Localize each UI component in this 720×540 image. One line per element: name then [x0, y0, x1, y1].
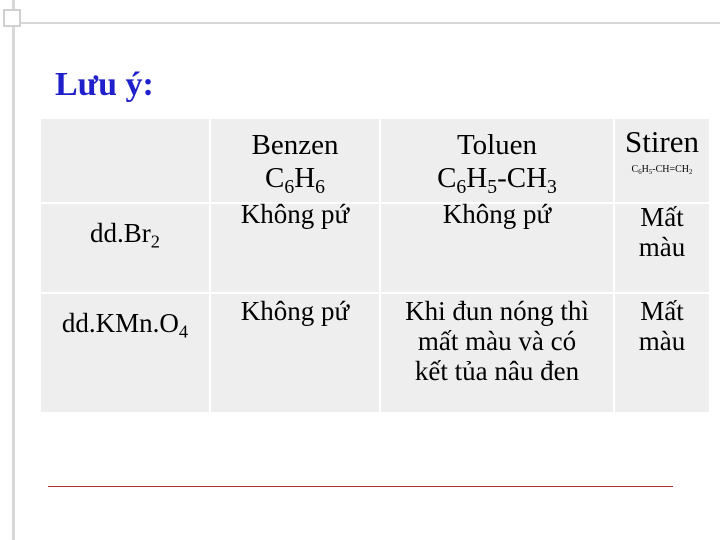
slide-frame-top-border — [12, 22, 720, 24]
header-toluen-name: Toluen — [456, 129, 538, 161]
header-empty-cell — [41, 119, 211, 204]
slide-frame-left-border — [12, 0, 15, 540]
header-benzen — [211, 119, 381, 204]
table-row-br2 — [41, 204, 709, 294]
bottom-divider-line — [48, 486, 673, 487]
row-label-kmno4: $dd.KMn.O_4$ — [41, 294, 211, 414]
table-row-kmno4 — [41, 294, 709, 414]
row-label-br2: $dd.Br_2$ — [41, 204, 211, 294]
header-benzen-name: Benzen — [251, 129, 339, 161]
slide-corner-decoration — [3, 9, 21, 27]
header-stiren-name: Stiren — [624, 124, 700, 159]
cell-kmno4-toluen: Khi đun nóng thì mất màu và có kết tủa nâu đen — [381, 294, 615, 414]
comparison-table — [41, 119, 709, 414]
table-header-row — [41, 119, 709, 204]
slide-title: Lưu ý: — [55, 66, 154, 103]
header-stiren-formula: $C_6H_5-CH=CH_2$ — [631, 164, 693, 177]
header-toluen-formula: $C_6H_5-CH_3$ — [437, 162, 557, 198]
header-benzen-formula: $C_6H_6$ — [264, 162, 325, 198]
cell-kmno4-stiren: Mất màu — [615, 294, 709, 414]
cell-br2-benzen: Không pứ — [211, 204, 381, 294]
header-toluen — [381, 119, 615, 204]
header-stiren — [615, 119, 709, 204]
cell-br2-toluen: Không pứ — [381, 204, 615, 294]
cell-br2-stiren: Mất màu — [615, 204, 709, 294]
cell-kmno4-benzen: Không pứ — [211, 294, 381, 414]
